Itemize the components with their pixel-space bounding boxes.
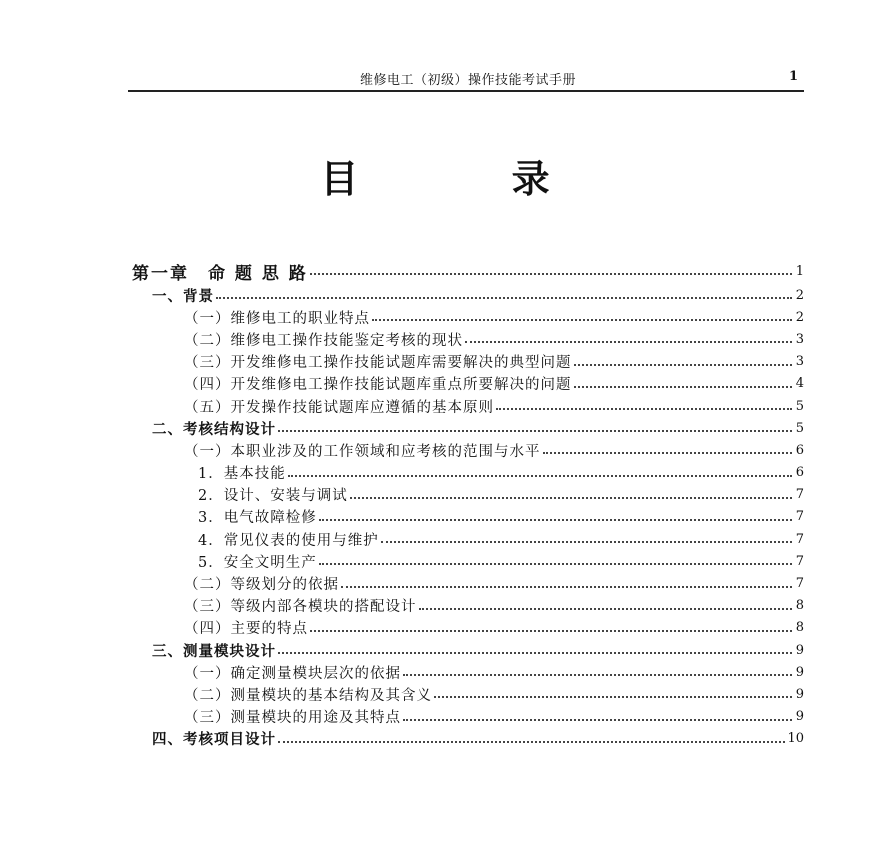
toc-entry-page-number: 9 [795,664,804,680]
toc-entry-page-number: 1 [795,263,804,279]
dot-leader [465,341,792,343]
header-book-title: 维修电工（初级）操作技能考试手册 [360,73,577,88]
dot-leader [319,563,792,565]
toc-entry-label: 第一章 命 题 思 路 [132,263,308,284]
header-page-number: 1 [788,69,798,84]
toc-entry-label: 二、考核结构设计 [152,420,276,438]
dot-leader [216,297,792,299]
toc-entry [0,550,870,572]
toc-entry [0,706,870,728]
dot-leader [310,273,792,275]
toc-entry-page-number: 7 [795,553,804,569]
toc-entry [0,683,870,705]
dot-leader [288,475,792,477]
toc-entry-page-number: 9 [795,642,804,658]
toc-entry-label: （四）开发维修电工操作技能试题库重点所要解决的问题 [184,377,572,394]
toc-entry [0,528,870,550]
toc-entry [0,351,870,373]
toc-entry-page-number: 7 [795,509,804,525]
toc-entry-label: （二）测量模块的基本结构及其含义 [184,687,432,704]
dot-leader [278,430,792,432]
page-title: 目 录 [320,156,620,201]
dot-leader [403,674,792,676]
toc-entry-page-number: 8 [795,620,804,636]
toc-entry [0,373,870,395]
toc-entry-page-number: 9 [795,709,804,725]
toc-entry-page-number: 7 [795,487,804,503]
dot-leader [434,696,792,698]
toc-entry-page-number: 6 [795,442,804,458]
toc-entry [0,306,870,328]
dot-leader [543,452,793,454]
toc-entry-page-number: 5 [795,420,804,436]
dot-leader [319,519,792,521]
dot-leader [574,386,793,388]
toc-entry-label: （四）主要的特点 [184,621,308,638]
toc-entry-label: 4．常见仪表的使用与维护 [198,532,379,549]
toc-entry-label: 一、背景 [152,287,214,305]
toc-entry-page-number: 3 [795,354,804,370]
toc-entry-page-number: 5 [795,398,804,414]
toc-entry-label: （一）确定测量模块层次的依据 [184,665,401,682]
dot-leader [419,608,793,610]
toc-entry-label: 四、考核项目设计 [152,731,276,749]
toc-entry-label: 3．电气故障检修 [198,510,317,527]
toc-entry-label: （二）维修电工操作技能鉴定考核的现状 [184,332,463,349]
toc-entry-page-number: 7 [795,531,804,547]
running-header [128,66,804,92]
toc-entry [0,572,870,594]
dot-leader [574,364,793,366]
toc-entry [0,506,870,528]
toc-entry-page-number: 3 [795,331,804,347]
toc-entry-label: （三）等级内部各模块的搭配设计 [184,599,417,616]
dot-leader [278,652,792,654]
toc-entry [0,728,870,750]
dot-leader [403,719,792,721]
toc-entry-page-number: 4 [795,376,804,392]
toc-entry-label: （三）开发维修电工操作技能试题库需要解决的典型问题 [184,355,572,372]
toc-entry-page-number: 2 [795,287,804,303]
toc-entry-page-number: 7 [795,576,804,592]
table-of-contents [0,258,870,750]
dot-leader [381,541,792,543]
toc-entry-label: （二）等级划分的依据 [184,577,339,594]
dot-leader [496,408,792,410]
toc-entry [0,258,870,284]
toc-entry-page-number: 6 [795,465,804,481]
dot-leader [278,741,785,743]
toc-entry [0,462,870,484]
toc-entry-label: 5．安全文明生产 [198,554,317,571]
toc-entry [0,617,870,639]
toc-entry-page-number: 8 [795,598,804,614]
toc-entry-label: （三）测量模块的用途及其特点 [184,710,401,727]
toc-entry-label: （五）开发操作技能试题库应遵循的基本原则 [184,399,494,416]
toc-entry [0,639,870,661]
toc-entry-label: 三、测量模块设计 [152,642,276,660]
dot-leader [341,586,792,588]
dot-leader [350,497,792,499]
toc-entry-page-number: 9 [795,686,804,702]
toc-entry-page-number: 2 [795,309,804,325]
toc-entry-label: 1．基本技能 [198,466,286,483]
dot-leader [310,630,792,632]
toc-entry-label: 2．设计、安装与调试 [198,488,348,505]
toc-entry [0,595,870,617]
toc-entry [0,417,870,439]
toc-entry [0,395,870,417]
toc-entry [0,484,870,506]
toc-entry-label: （一）维修电工的职业特点 [184,310,370,327]
dot-leader [372,319,792,321]
toc-entry [0,439,870,461]
toc-entry-page-number: 10 [787,731,804,747]
toc-entry [0,661,870,683]
toc-entry [0,284,870,306]
toc-entry [0,328,870,350]
toc-entry-label: （一）本职业涉及的工作领域和应考核的范围与水平 [184,443,541,460]
